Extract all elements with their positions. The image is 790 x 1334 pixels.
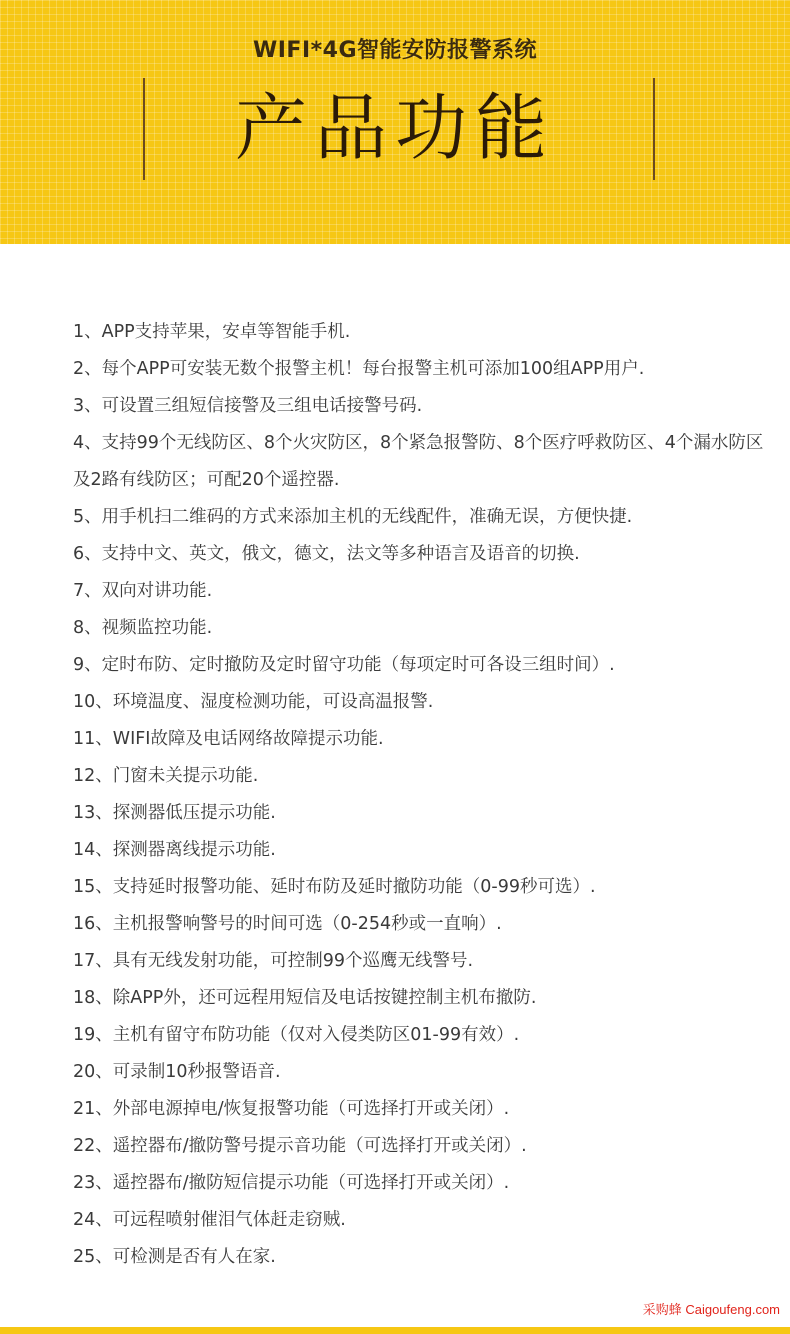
feature-item: 15、支持延时报警功能、延时布防及延时撤防功能（0-99秒可选）. [73, 877, 596, 897]
feature-item: 3、可设置三组短信接警及三组电话接警号码. [73, 396, 423, 416]
feature-item: 19、主机有留守布防功能（仅对入侵类防区01-99有效）. [73, 1025, 520, 1045]
feature-item: 2、每个APP可安装无数个报警主机！每台报警主机可添加100组APP用户. [73, 359, 645, 379]
feature-item: 6、支持中文、英文，俄文，德文，法文等多种语言及语音的切换. [73, 544, 580, 564]
bottom-accent-bar [0, 1327, 790, 1334]
feature-item: 10、环境温度、湿度检测功能，可设高温报警. [73, 692, 434, 712]
feature-item: 23、遥控器布/撤防短信提示功能（可选择打开或关闭）. [73, 1173, 510, 1193]
feature-item: 16、主机报警响警号的时间可选（0-254秒或一直响）. [73, 914, 502, 934]
feature-item: 21、外部电源掉电/恢复报警功能（可选择打开或关闭）. [73, 1099, 510, 1119]
site-watermark: 采购蜂 Caigoufeng.com [642, 1302, 780, 1317]
feature-item: 1、APP支持苹果，安卓等智能手机. [73, 322, 351, 342]
feature-item: 17、具有无线发射功能，可控制99个巡鹰无线警号. [73, 951, 474, 971]
feature-item: 7、双向对讲功能. [73, 581, 213, 601]
feature-item: 20、可录制10秒报警语音. [73, 1062, 281, 1082]
feature-list [73, 314, 773, 1276]
feature-item: 4、支持99个无线防区、8个火灾防区，8个紧急报警防、8个医疗呼救防区、4个漏水防区及2路有线防区；可配20个遥控器. [73, 433, 764, 490]
feature-item: 24、可远程喷射催泪气体赶走窃贼. [73, 1210, 346, 1230]
page-title: 产品功能 [234, 86, 555, 170]
feature-item: 12、门窗未关提示功能. [73, 766, 259, 786]
feature-item: 14、探测器离线提示功能. [73, 840, 276, 860]
feature-item: 25、可检测是否有人在家. [73, 1247, 276, 1267]
feature-item: 8、视频监控功能. [73, 618, 213, 638]
feature-item: 18、除APP外，还可远程用短信及电话按键控制主机布撤防. [73, 988, 537, 1008]
feature-item: 11、WIFI故障及电话网络故障提示功能. [73, 729, 384, 749]
feature-item: 9、定时布防、定时撤防及定时留守功能（每项定时可各设三组时间）. [73, 655, 615, 675]
feature-item: 5、用手机扫二维码的方式来添加主机的无线配件，准确无误，方便快捷. [73, 507, 633, 527]
feature-item: 22、遥控器布/撤防警号提示音功能（可选择打开或关闭）. [73, 1136, 527, 1156]
product-subtitle: WIFI*4G智能安防报警系统 [252, 38, 538, 63]
feature-item: 13、探测器低压提示功能. [73, 803, 276, 823]
